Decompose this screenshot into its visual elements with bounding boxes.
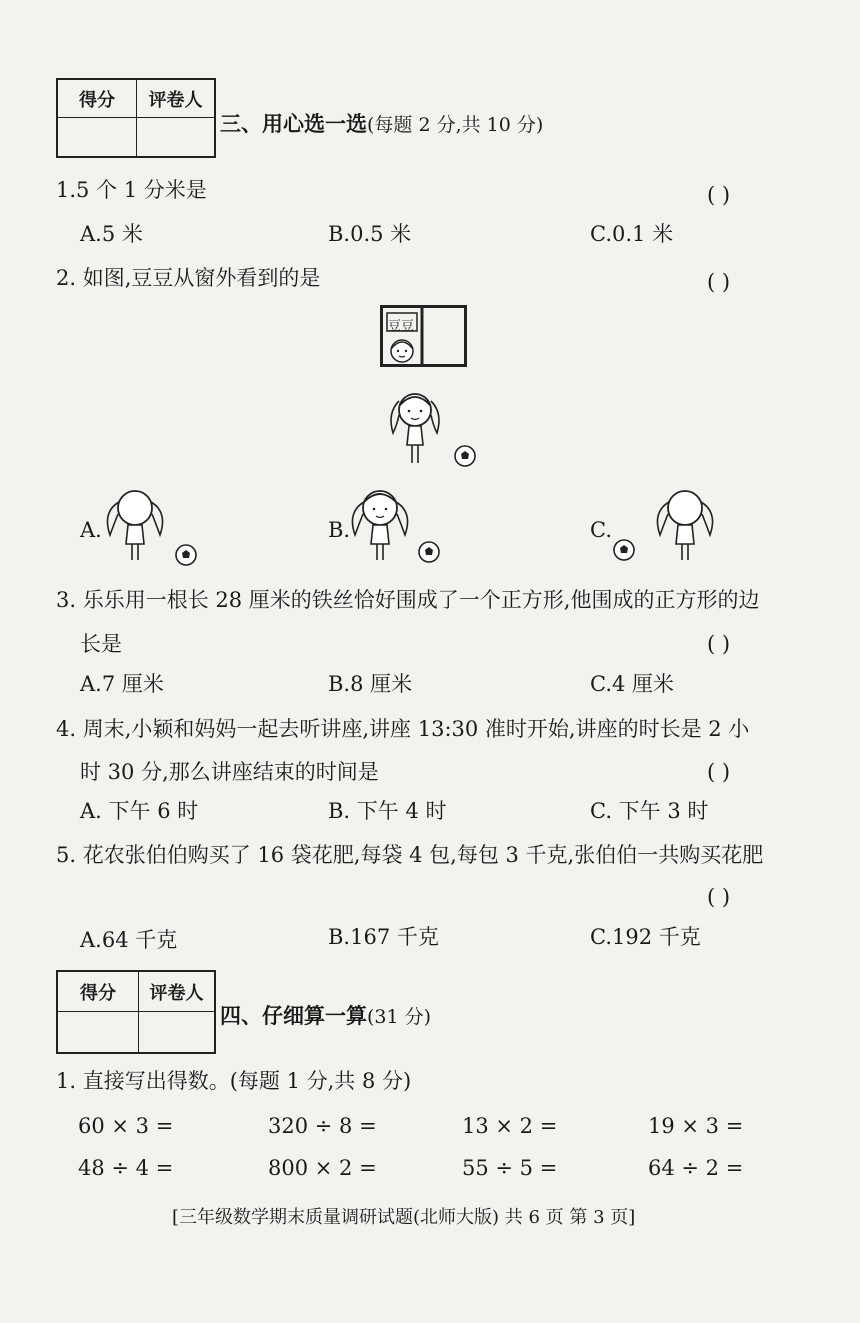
q3-answer-blank[interactable]: ( ) <box>707 632 731 656</box>
q5-option-b: B.167 千克 <box>328 925 439 949</box>
calc-row1-item1: 60 × 3 = <box>78 1114 174 1138</box>
q2-answer-blank[interactable]: ( ) <box>707 270 731 294</box>
q1-option-c: C.0.1 米 <box>590 222 674 246</box>
q2-option-a: A. <box>80 518 102 542</box>
score-cell[interactable] <box>58 1012 139 1052</box>
q4-answer-blank[interactable]: ( ) <box>707 760 731 784</box>
q4-option-a: A. 下午 6 时 <box>80 799 199 823</box>
calc-row2-item3: 55 ÷ 5 = <box>462 1156 558 1180</box>
calc-row1-item4: 19 × 3 = <box>648 1114 744 1138</box>
calc-row2-item1: 48 ÷ 4 = <box>78 1156 174 1180</box>
q3-stem-line2: 长是 <box>80 632 122 656</box>
q5-option-a: A.64 千克 <box>80 928 178 952</box>
q4-option-b: B. 下午 4 时 <box>328 799 447 823</box>
q1-option-a: A.5 米 <box>80 222 143 246</box>
calc-row2-item2: 800 × 2 = <box>268 1156 377 1180</box>
score-header: 得分 <box>58 80 137 118</box>
score-table-section3 <box>56 78 216 158</box>
q5-stem: 5. 花农张伯伯购买了 16 袋花肥,每袋 4 包,每包 3 千克,张伯伯一共购买花肥 <box>56 843 764 867</box>
section4-subtitle: (31 分) <box>367 1006 432 1028</box>
grader-header: 评卷人 <box>137 80 214 118</box>
option-a-girl-back-icon <box>100 480 210 570</box>
q2-option-c: C. <box>590 518 612 542</box>
score-table-section4 <box>56 970 216 1054</box>
q3-option-a: A.7 厘米 <box>80 672 164 696</box>
window-name-label: 豆豆 <box>388 319 415 334</box>
q4-option-c: C. 下午 3 时 <box>590 799 709 823</box>
q2-stem: 2. 如图,豆豆从窗外看到的是 <box>56 266 321 290</box>
q1-answer-blank[interactable]: ( ) <box>707 183 731 207</box>
q3-stem-line1: 3. 乐乐用一根长 28 厘米的铁丝恰好围成了一个正方形,他围成的正方形的边 <box>56 588 760 612</box>
q1-option-b: B.0.5 米 <box>328 222 412 246</box>
q2-option-b: B. <box>328 518 351 542</box>
grader-cell[interactable] <box>137 118 214 156</box>
section3-heading <box>220 108 543 138</box>
q4-stem-line2: 时 30 分,那么讲座结束的时间是 <box>80 760 379 784</box>
girl-figure-icon <box>385 385 485 470</box>
grader-header: 评卷人 <box>139 972 214 1012</box>
score-cell[interactable] <box>58 118 137 156</box>
option-c-girl-back-icon <box>610 480 720 570</box>
q3-option-c: C.4 厘米 <box>590 672 675 696</box>
section4-heading <box>220 1000 431 1030</box>
calc-row2-item4: 64 ÷ 2 = <box>648 1156 744 1180</box>
q3-option-b: B.8 厘米 <box>328 672 413 696</box>
q4-stem-line1: 4. 周末,小颖和妈妈一起去听讲座,讲座 13:30 准时开始,讲座的时长是 2 小 <box>56 717 750 741</box>
q5-answer-blank[interactable]: ( ) <box>707 885 731 909</box>
page-footer: [三年级数学期末质量调研试题(北师大版) 共 6 页 第 3 页] <box>172 1207 636 1228</box>
calc-row1-item3: 13 × 2 = <box>462 1114 558 1138</box>
section3-title: 三、用心选一选 <box>220 112 367 136</box>
option-b-girl-front-icon <box>345 480 455 570</box>
q1-stem: 1.5 个 1 分米是 <box>56 178 207 202</box>
calc-row1-item2: 320 ÷ 8 = <box>268 1114 377 1138</box>
score-header: 得分 <box>58 972 139 1012</box>
calc-instruction: 1. 直接写出得数。(每题 1 分,共 8 分) <box>56 1069 412 1093</box>
section4-title: 四、仔细算一算 <box>220 1004 367 1028</box>
section3-subtitle: (每题 2 分,共 10 分) <box>367 114 544 136</box>
q5-option-c: C.192 千克 <box>590 925 701 949</box>
grader-cell[interactable] <box>139 1012 214 1052</box>
